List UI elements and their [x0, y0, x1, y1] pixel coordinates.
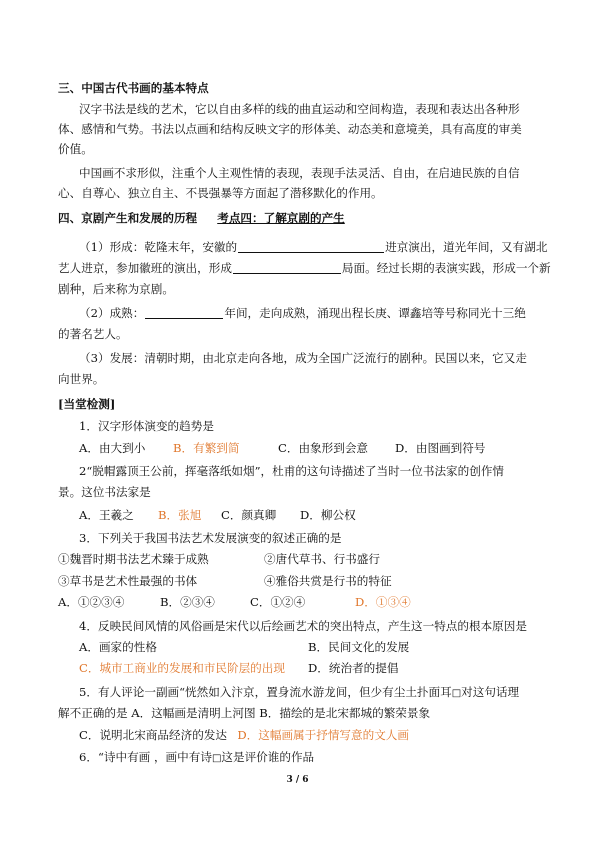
formation-text-d: 局面。经过长期的表演实践，形成一个新 — [341, 261, 551, 275]
formation-line3: 剧种，后来称为京剧。 — [58, 282, 174, 296]
formation-text-c: 艺人进京，参加徽班的演出，形成 — [58, 261, 232, 275]
q1-option-d[interactable]: D．由图画到符号 — [395, 441, 486, 455]
formation-text-b: 进京演出，道光年间，又有湖北 — [385, 240, 548, 254]
q3-option-b[interactable]: B．②③④ — [160, 595, 215, 609]
question-2-line1: 2“脱帽露顶王公前，挥毫落纸如烟”，杜甫的这句诗描述了当时一位书法家的创作情 — [79, 464, 505, 478]
q3-statement-1: ①魏晋时期书法艺术臻于成熟 — [58, 552, 209, 566]
q3-statement-4: ④雅俗共赏是行书的特征 — [264, 574, 392, 588]
fill-blank-2[interactable] — [233, 261, 341, 274]
question-6 — [79, 749, 548, 767]
section3-heading: 三、中国古代书画的基本特点 — [58, 81, 209, 95]
q3-option-d[interactable]: D．①③④ — [355, 595, 411, 609]
development-line1: （3）发展：清朝时期，由北京走向各地，成为全国广泛流行的剧种。民国以来，它又走 — [79, 351, 527, 365]
maturity-line2: 的著名艺人。 — [58, 327, 128, 341]
q3-statement-2: ②唐代草书、行书盛行 — [264, 552, 380, 566]
q5-missing-char-box: □ — [451, 688, 462, 699]
section3-p1-line3: 价值。 — [58, 142, 93, 156]
question-1: 1．汉字形体演变的趋势是 — [79, 419, 214, 433]
formation-line1 — [79, 239, 548, 255]
q1-option-c[interactable]: C．由象形到会意 — [278, 441, 369, 455]
section3-p1-line1: 汉字书法是线的艺术，它以自由多样的线的曲直运动和空间构造，表现和表达出各种形 — [79, 102, 520, 116]
q3-option-a[interactable]: A．①②③④ — [58, 595, 125, 609]
fill-blank-3[interactable] — [145, 306, 223, 319]
section3-p1-line2: 体、感情和气势。书法以点画和结构反映文字的形体美、动态美和意境美，具有高度的审美 — [58, 122, 522, 136]
maturity-text-b: 年间，走向成熟，涌现出程长庚、谭鑫培等号称同光十三绝 — [224, 306, 526, 320]
q1-option-a[interactable]: A．由大到小 — [79, 441, 146, 455]
q5-text-a: 5．有人评论一副画“恍然如入汴京，置身流水游龙间，但少有尘土扑面耳 — [79, 685, 452, 699]
formation-line2 — [58, 260, 551, 276]
q6-text-a: 6．“诗中有画 ，画中有诗 — [79, 750, 212, 764]
question-4: 4．反映民间风情的风俗画是宋代以后绘画艺术的突出特点，产生这一特点的根本原因是 — [79, 619, 527, 633]
q2-option-b[interactable]: B．张旭 — [158, 508, 202, 522]
question-5-line2: 解不正确的是 A．这幅画是清明上河图 B．描绘的是北宋都城的繁荣景象 — [58, 706, 431, 720]
section4-tag: 考点四：了解京剧的产生 — [217, 211, 345, 225]
fill-blank-1[interactable] — [238, 240, 384, 253]
quiz-heading: [当堂检测] — [58, 397, 116, 411]
q6-text-b: 这是评价谁的作品 — [221, 750, 315, 764]
q4-option-d[interactable]: D．统治者的提倡 — [308, 661, 399, 675]
question-5-line3 — [79, 727, 548, 743]
question-2-line2: 景。这位书法家是 — [58, 485, 151, 499]
section4-heading-row — [58, 210, 548, 226]
section3-p2-line1: 中国画不求形似，注重个人主观性情的表现，表现手法灵活、自由，在启迪民族的自信 — [79, 166, 520, 180]
q4-option-a[interactable]: A．画家的性格 — [79, 640, 157, 654]
q5-option-d[interactable]: D．这幅画属于抒情写意的文人画 — [237, 728, 409, 742]
q1-option-b[interactable]: B．有繁到简 — [173, 441, 240, 455]
q5-option-c[interactable]: C．说明北宋商品经济的发达 — [79, 728, 227, 742]
page-number: 3 / 6 — [286, 775, 309, 785]
q2-option-c[interactable]: C．颜真卿 — [221, 508, 277, 522]
development-line2: 向世界。 — [58, 372, 105, 386]
q5-text-b: 对这句话理 — [461, 685, 520, 699]
question-3: 3．下列关于我国书法艺术发展演变的叙述正确的是 — [79, 531, 342, 545]
maturity-text-a: （2）成熟： — [79, 306, 145, 320]
q4-option-b[interactable]: B．民间文化的发展 — [308, 640, 410, 654]
q2-option-a[interactable]: A．王羲之 — [79, 508, 134, 522]
maturity-line1 — [79, 305, 548, 321]
section3-p2-line2: 心、自尊心、独立自主、不畏强暴等方面起了潜移默化的作用。 — [58, 186, 383, 200]
formation-text-a: （1）形成：乾隆末年，安徽的 — [79, 240, 238, 254]
section4-heading: 四、京剧产生和发展的历程 — [58, 211, 198, 225]
question-5-line1 — [79, 684, 548, 702]
q3-option-c[interactable]: C．①②④ — [250, 595, 306, 609]
q6-missing-char-box: □ — [211, 753, 222, 764]
q3-statement-3: ③草书是艺术性最强的书体 — [58, 574, 198, 588]
q2-option-d[interactable]: D．柳公权 — [300, 508, 356, 522]
q4-option-c[interactable]: C．城市工商业的发展和市民阶层的出现 — [79, 661, 285, 675]
